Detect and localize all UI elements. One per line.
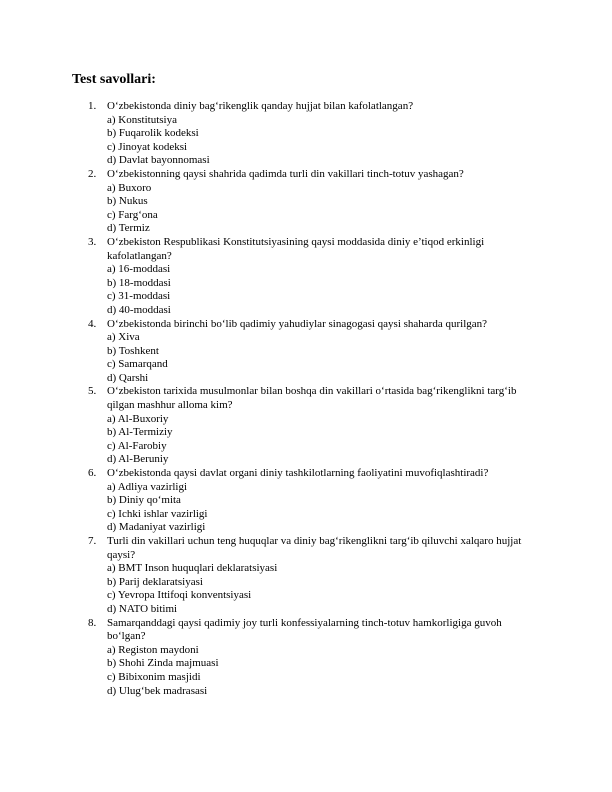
answer-option: a) Al-Buxoriy — [107, 412, 169, 425]
answer-option: d) Davlat bayonnomasi — [107, 154, 210, 167]
answer-option: a) 16-moddasi — [107, 263, 171, 276]
answer-option: b) 18-moddasi — [107, 276, 171, 289]
question-text: O‘zbekiston tarixida musulmonlar bilan boshqa din vakillari o‘rtasida bag‘rikenglikni targ‘ib qilgan mashhur alloma kim? — [107, 385, 517, 412]
answer-option: a) BMT Inson huquqlari deklaratsiyasi — [107, 562, 278, 575]
answer-option: d) Qarshi — [107, 371, 149, 384]
question-item — [72, 168, 542, 236]
answer-option: b) Parij deklaratsiyasi — [107, 575, 203, 588]
answer-option: b) Al-Termiziy — [107, 426, 173, 439]
answer-option: d) Ulug‘bek madrasasi — [107, 684, 208, 697]
question-number: 4. — [88, 317, 97, 330]
question-text: O‘zbekistonning qaysi shahrida qadimda turli din vakillari tinch-totuv yashagan? — [107, 167, 464, 180]
answer-option: c) Jinoyat kodeksi — [107, 140, 188, 153]
question-number: 8. — [88, 616, 97, 629]
question-item — [72, 467, 542, 535]
question-list — [72, 100, 542, 698]
answer-option: a) Konstitutsiya — [107, 113, 177, 126]
answer-option: c) Samarqand — [107, 358, 168, 371]
page-title: Test savollari: — [72, 72, 156, 87]
question-text: O‘zbekiston Respublikasi Konstitutsiyasining qaysi moddasida diniy e’tiqod erkinligi kafolatlangan? — [107, 235, 485, 262]
answer-option: c) 31-moddasi — [107, 290, 171, 303]
question-item — [72, 318, 542, 386]
question-item — [72, 535, 542, 617]
question-number: 2. — [88, 167, 97, 180]
question-number: 6. — [88, 467, 97, 480]
question-item — [72, 385, 542, 467]
answer-option: c) Yevropa Ittifoqi konventsiyasi — [107, 589, 252, 602]
answer-option: d) NATO bitimi — [107, 602, 178, 615]
answer-option: b) Toshkent — [107, 344, 159, 357]
question-number: 3. — [88, 235, 97, 248]
question-number: 5. — [88, 385, 97, 398]
answer-option: c) Bibixonim masjidi — [107, 670, 201, 683]
question-text: O‘zbekistonda birinchi bo‘lib qadimiy yahudiylar sinagogasi qaysi shaharda qurilgan? — [107, 317, 488, 330]
answer-option: b) Fuqarolik kodeksi — [107, 127, 199, 140]
answer-option: c) Al-Farobiy — [107, 439, 167, 452]
question-item — [72, 236, 542, 318]
answer-option: a) Buxoro — [107, 181, 152, 194]
question-text: O‘zbekistonda qaysi davlat organi diniy tashkilotlarning faoliyatini muvofiqlashtiradi? — [107, 467, 489, 480]
answer-option: d) Madaniyat vazirligi — [107, 521, 206, 534]
answer-option: b) Nukus — [107, 195, 148, 208]
question-item — [72, 617, 542, 699]
answer-option: b) Shohi Zinda majmuasi — [107, 657, 219, 670]
question-number: 7. — [88, 535, 97, 547]
answer-option: b) Diniy qo‘mita — [107, 494, 181, 507]
question-item — [72, 100, 542, 168]
question-number: 1. — [88, 100, 97, 112]
answer-option: a) Xiva — [107, 331, 140, 344]
answer-option: a) Adliya vazirligi — [107, 480, 188, 493]
question-text: Samarqanddagi qaysi qadimiy joy turli konfessiyalarning tinch-totuv hamkorligiga guvoh bo‘lgan? — [107, 616, 502, 643]
answer-option: d) Al-Beruniy — [107, 453, 169, 466]
question-text: Turli din vakillari uchun teng huquqlar va diniy bag‘rikenglikni targ‘ib qiluvchi xalqaro hujjat qaysi? — [107, 535, 522, 561]
answer-option: a) Registon maydoni — [107, 643, 199, 656]
answer-option: d) Termiz — [107, 222, 150, 235]
answer-option: d) 40-moddasi — [107, 303, 171, 316]
answer-option: c) Ichki ishlar vazirligi — [107, 507, 208, 520]
answer-option: c) Farg‘ona — [107, 208, 158, 221]
question-text: O‘zbekistonda diniy bag‘rikenglik qanday hujjat bilan kafolatlangan? — [107, 100, 414, 112]
